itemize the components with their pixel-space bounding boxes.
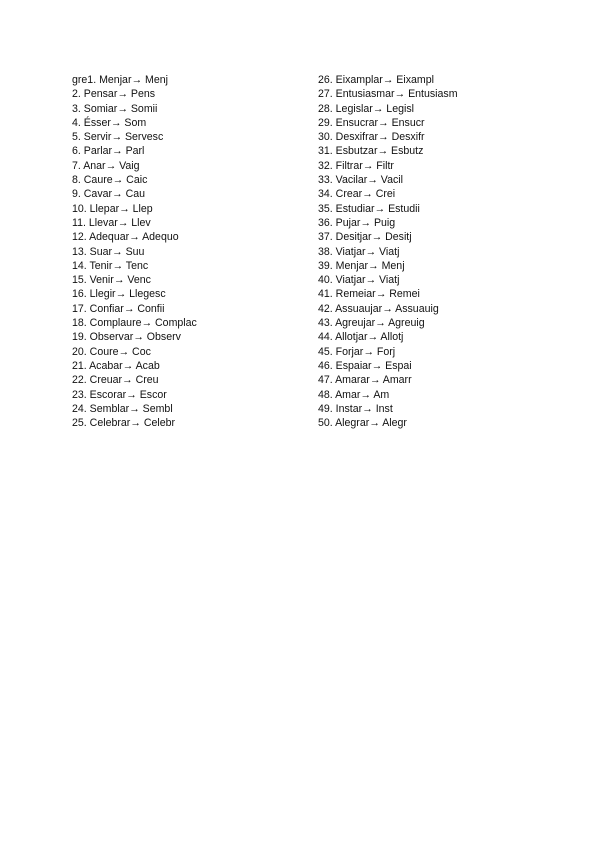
list-item: 19. Observar→ Observ [72,331,181,344]
list-item: 43. Agreujar→ Agreuig [318,317,425,330]
list-item: 5. Servir→ Servesc [72,131,164,144]
list-item: 45. Forjar→ Forj [318,345,396,358]
list-item: 28. Legislar→ Legisl [318,102,414,115]
list-item: 50. Alegrar→ Alegr [318,417,407,430]
list-item: 37. Desitjar→ Desitj [318,231,412,244]
list-item: 22. Creuar→ Creu [72,374,159,387]
list-item: 14. Tenir→ Tenc [72,259,149,272]
list-item: 34. Crear→ Crei [318,188,396,201]
list-item: 46. Espaiar→ Espai [318,359,412,372]
list-item: 9. Cavar→ Cau [72,188,146,201]
list-item: 4. Ésser→ Som [72,116,147,129]
list-item: 26. Eixamplar→ Eixampl [318,74,434,86]
left-column-list [72,73,197,430]
list-item: 33. Vacilar→ Vacil [318,174,403,187]
list-item: 24. Semblar→ Sembl [72,402,173,415]
list-item: gre1. Menjar→ Menj [72,74,168,86]
list-item: 2. Pensar→ Pens [72,88,156,101]
list-item: 25. Celebrar→ Celebr [72,417,176,430]
list-item: 42. Assuaujar→ Assuauig [318,302,439,315]
list-item: 41. Remeiar→ Remei [318,288,420,301]
list-item: 10. Llepar→ Llep [72,202,153,215]
list-item: 32. Filtrar→ Filtr [318,159,394,172]
list-item: 35. Estudiar→ Estudii [318,202,420,215]
list-item: 15. Venir→ Venc [72,274,151,287]
list-item: 18. Complaure→ Complac [72,317,197,330]
list-item: 49. Instar→ Inst [318,402,393,415]
list-item: 8. Caure→ Caic [72,174,148,187]
list-item: 7. Anar→ Vaig [72,159,140,172]
list-item: 44. Allotjar→ Allotj [318,331,404,344]
list-item: 16. Llegir→ Llegesc [72,288,166,301]
list-item: 27. Entusiasmar→ Entusiasm [318,88,458,101]
list-item: 38. Viatjar→ Viatj [318,245,400,258]
list-item: 40. Viatjar→ Viatj [318,274,400,287]
list-item: 48. Amar→ Am [318,388,390,401]
right-column-list [318,73,458,430]
list-item: 23. Escorar→ Escor [72,388,167,401]
list-item: 47. Amarar→ Amarr [318,374,412,387]
list-item: 30. Desxifrar→ Desxifr [318,131,425,144]
list-item: 3. Somiar→ Somii [72,102,158,115]
list-item: 12. Adequar→ Adequo [72,231,179,244]
list-item: 29. Ensucrar→ Ensucr [318,116,425,129]
list-item: 20. Coure→ Coc [72,345,151,358]
list-item: 21. Acabar→ Acab [72,359,160,372]
list-item: 39. Menjar→ Menj [318,259,405,272]
list-item: 13. Suar→ Suu [72,245,145,258]
list-item: 17. Confiar→ Confii [72,302,165,315]
list-item: 6. Parlar→ Parl [72,145,145,158]
list-item: 36. Pujar→ Puig [318,216,396,229]
list-item: 11. Llevar→ Llev [72,216,151,229]
list-item: 31. Esbutzar→ Esbutz [318,145,424,158]
